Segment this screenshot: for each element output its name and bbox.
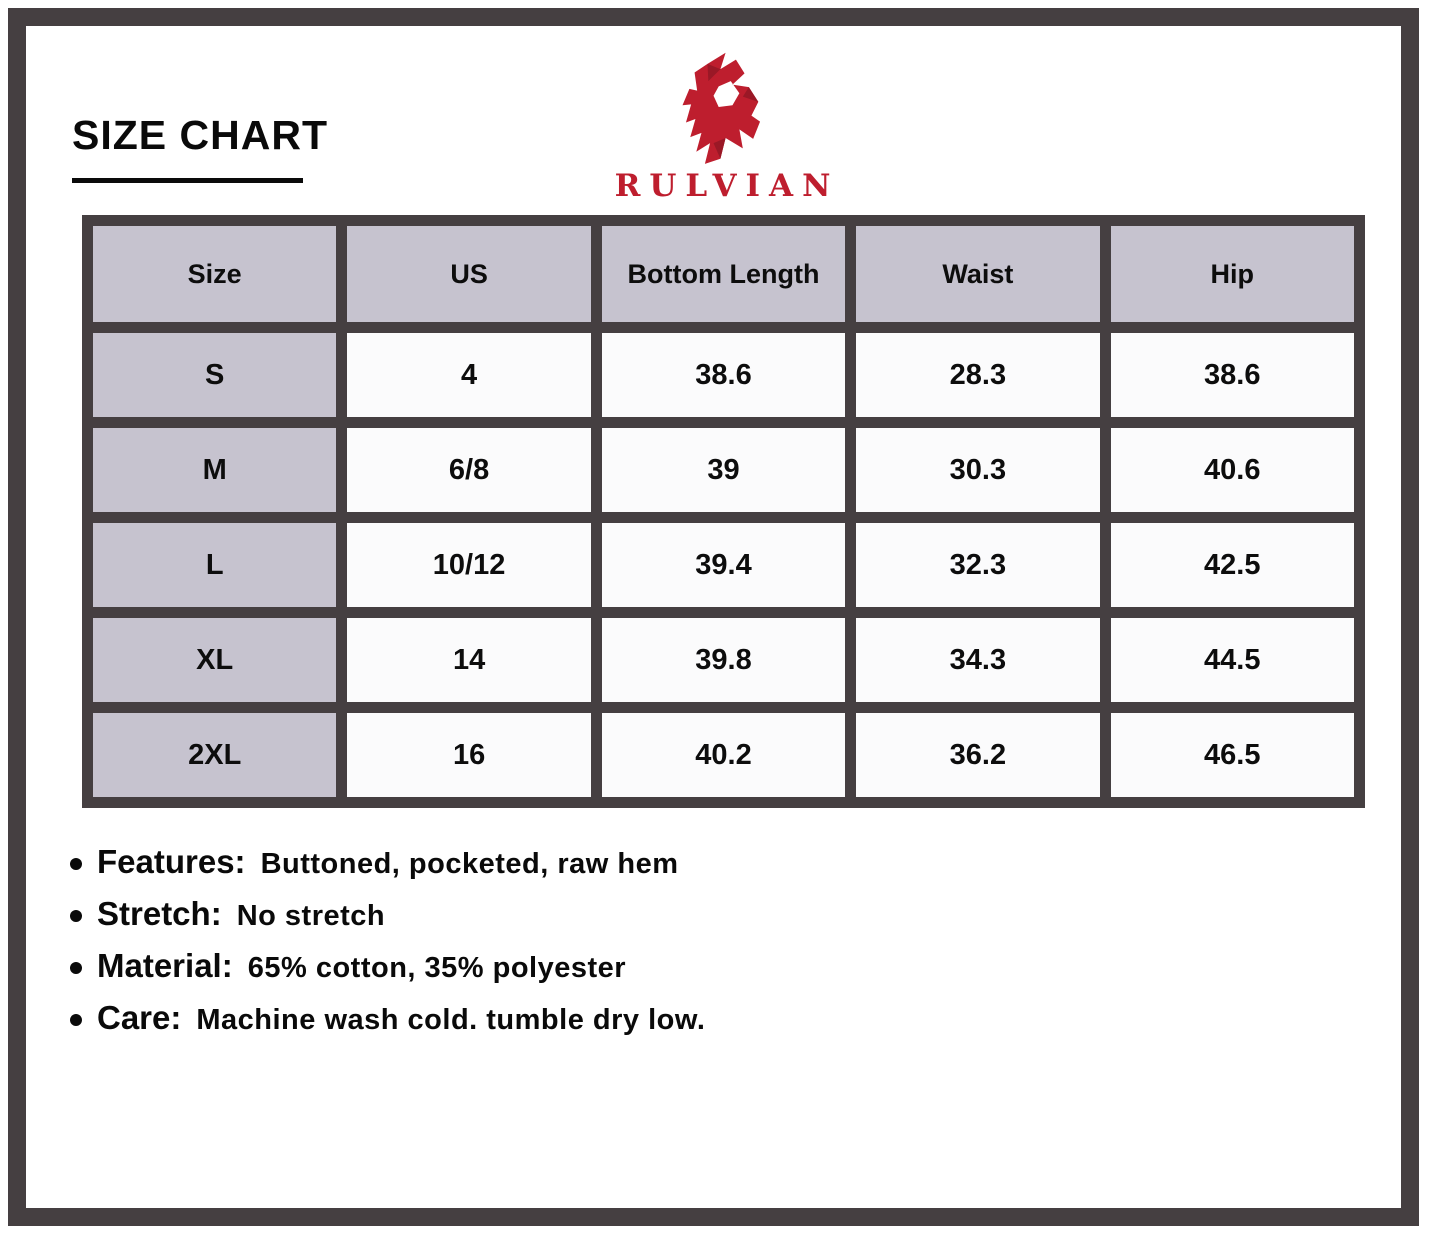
detail-label: Material:: [97, 947, 233, 984]
value-cell: 46.5: [1111, 713, 1354, 797]
size-label-cell: XL: [93, 618, 336, 702]
brand-logo-icon: [667, 48, 779, 166]
table-row: [93, 333, 1354, 417]
bullet-icon: [70, 858, 82, 870]
table-row: [93, 618, 1354, 702]
value-cell: 39.4: [602, 523, 845, 607]
value-cell: 36.2: [856, 713, 1099, 797]
detail-label: Stretch:: [97, 895, 222, 932]
brand-wordmark: RULVIAN: [614, 168, 840, 204]
value-cell: 16: [347, 713, 590, 797]
product-details-list: [70, 843, 705, 1051]
column-header-size: Size: [93, 226, 336, 322]
value-cell: 38.6: [602, 333, 845, 417]
table-row: [93, 523, 1354, 607]
list-item: [70, 843, 705, 884]
list-item: [70, 895, 705, 936]
value-cell: 4: [347, 333, 590, 417]
value-cell: 34.3: [856, 618, 1099, 702]
value-cell: 6/8: [347, 428, 590, 512]
value-cell: 39.8: [602, 618, 845, 702]
size-label-cell: S: [93, 333, 336, 417]
detail-value: Buttoned, pocketed, raw hem: [260, 848, 679, 880]
page-title: SIZE CHART: [72, 112, 328, 158]
value-cell: 42.5: [1111, 523, 1354, 607]
size-label-cell: L: [93, 523, 336, 607]
table-row: [93, 428, 1354, 512]
size-label-cell: M: [93, 428, 336, 512]
value-cell: 40.6: [1111, 428, 1354, 512]
bullet-icon: [70, 1014, 82, 1026]
value-cell: 40.2: [602, 713, 845, 797]
value-cell: 10/12: [347, 523, 590, 607]
column-header-us: US: [347, 226, 590, 322]
list-item: [70, 947, 705, 988]
detail-value: 65% cotton, 35% polyester: [247, 952, 627, 984]
value-cell: 28.3: [856, 333, 1099, 417]
value-cell: 44.5: [1111, 618, 1354, 702]
bullet-icon: [70, 910, 82, 922]
column-header-waist: Waist: [856, 226, 1099, 322]
brand-logo: [0, 48, 1445, 204]
column-header-hip: Hip: [1111, 226, 1354, 322]
value-cell: 30.3: [856, 428, 1099, 512]
value-cell: 39: [602, 428, 845, 512]
size-label-cell: 2XL: [93, 713, 336, 797]
detail-value: No stretch: [236, 900, 386, 932]
detail-label: Care:: [97, 999, 182, 1036]
bullet-icon: [70, 962, 82, 974]
detail-label: Features:: [97, 843, 246, 880]
value-cell: 14: [347, 618, 590, 702]
list-item: [70, 999, 705, 1040]
value-cell: 32.3: [856, 523, 1099, 607]
column-header-bottom-length: Bottom Length: [602, 226, 845, 322]
value-cell: 38.6: [1111, 333, 1354, 417]
table-row: [93, 713, 1354, 797]
header-row: [93, 226, 1354, 322]
detail-value: Machine wash cold. tumble dry low.: [196, 1004, 706, 1036]
size-chart-table: [82, 215, 1365, 808]
